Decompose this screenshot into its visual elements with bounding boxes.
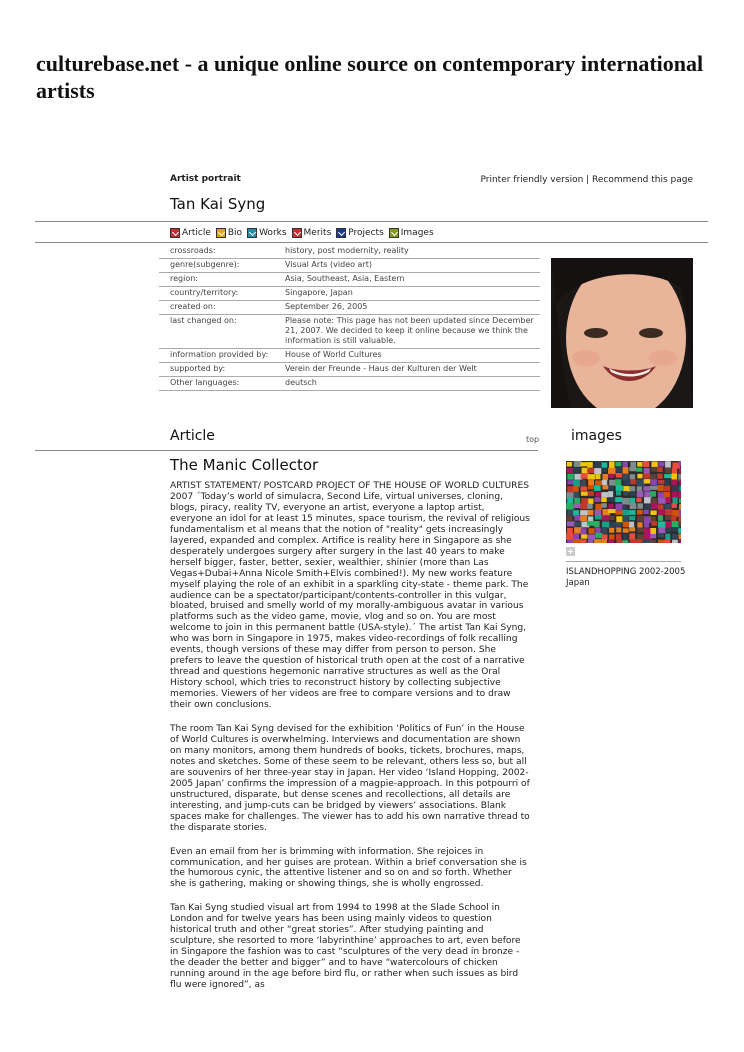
nav-works-label: Works: [259, 228, 287, 238]
meta-value: Asia, Southeast, Asia, Eastern: [278, 273, 540, 287]
meta-value: Visual Arts (video art): [278, 259, 540, 273]
arrow-box-icon: [292, 228, 302, 238]
table-row: [159, 363, 540, 377]
meta-key: genre(subgenre):: [159, 259, 278, 273]
table-row: [159, 315, 540, 349]
nav-bio[interactable]: [216, 228, 242, 238]
image-thumbnail[interactable]: [566, 461, 681, 543]
top-links: [470, 175, 693, 185]
nav-merits[interactable]: [292, 228, 332, 238]
table-row: [159, 301, 540, 315]
image-caption: ISLANDHOPPING 2002-2005 Japan: [566, 567, 686, 588]
table-row: [159, 287, 540, 301]
arrow-box-icon: [389, 228, 399, 238]
meta-value[interactable]: deutsch: [278, 377, 540, 391]
nav-projects[interactable]: [336, 228, 383, 238]
divider: [35, 450, 538, 451]
nav-article[interactable]: [170, 228, 211, 238]
table-row: [159, 273, 540, 287]
nav-projects-label: Projects: [348, 228, 384, 238]
meta-key: information provided by:: [159, 349, 278, 363]
meta-key: Other languages:: [159, 377, 278, 391]
printer-friendly-link[interactable]: Printer friendly version: [480, 175, 584, 185]
arrow-box-icon: [216, 228, 226, 238]
meta-value: Singapore, Japan: [278, 287, 540, 301]
table-row: [159, 377, 540, 391]
meta-key: region:: [159, 273, 278, 287]
nav-works[interactable]: [247, 228, 286, 238]
nav-images[interactable]: [389, 228, 434, 238]
top-link[interactable]: top: [526, 435, 540, 444]
meta-key: supported by:: [159, 363, 278, 377]
arrow-box-icon: [336, 228, 346, 238]
artist-name: Tan Kai Syng: [170, 195, 266, 213]
meta-value: history, post modernity, reality: [278, 245, 540, 259]
meta-value: September 26, 2005: [278, 301, 540, 315]
article-paragraph: Even an email from her is brimming with information. She rejoices in communication, and her guises are protean. Within a brief conversation she is the humorous cynic, the attentive listener and so on and so forth. Whether she is gathering, making or showing things, she is wholly engrossed.: [170, 846, 527, 890]
divider: [566, 561, 681, 562]
article-body: [170, 481, 530, 1004]
nav-merits-label: Merits: [303, 228, 332, 238]
nav-images-label: Images: [400, 228, 434, 238]
meta-key: last changed on:: [159, 315, 278, 349]
meta-key: country/territory:: [159, 287, 278, 301]
meta-key: crossroads:: [159, 245, 278, 259]
section-label: Artist portrait: [170, 174, 241, 184]
article-subtitle: The Manic Collector: [170, 456, 319, 474]
recommend-link[interactable]: Recommend this page: [592, 175, 693, 185]
artist-metadata-table: [159, 245, 540, 391]
divider: [35, 221, 708, 222]
meta-value[interactable]: Verein der Freunde - Haus der Kulturen der Welt: [278, 363, 540, 377]
table-row: [159, 259, 540, 273]
meta-value[interactable]: House of World Cultures: [278, 349, 540, 363]
link-separator: |: [583, 175, 593, 185]
article-paragraph: Tan Kai Syng studied visual art from 1994 to 1998 at the Slade School in London and for twelve years has been using mainly videos to question historical truth and other “great stories”. After studying painting and sculpture, she resorted to more ‘labyrinthine’ approaches to art, even before in Singapore the fashion was to cast “sculptures of the very dead in bronze - the deader the better and bigger” and to have “watercolours of chicken running around in the age before bird flu, or rather when such issues as bird flu were ignored”, as: [170, 903, 521, 991]
nav-bio-label: Bio: [227, 228, 243, 238]
enlarge-plus-icon[interactable]: [566, 547, 575, 556]
site-title: culturebase.net - a unique online source on contemporary international artists: [36, 51, 704, 103]
meta-value: Please note: This page has not been updated since December 21, 2007. We decided to keep it online because we think the information is still valuable.: [278, 315, 540, 349]
divider: [35, 242, 708, 243]
article-heading: Article: [170, 428, 215, 444]
images-heading: images: [571, 428, 622, 444]
arrow-box-icon: [247, 228, 257, 238]
table-row: [159, 349, 540, 363]
artist-nav: [170, 228, 434, 238]
arrow-box-icon: [170, 228, 180, 238]
table-row: [159, 245, 540, 259]
meta-key: created on:: [159, 301, 278, 315]
nav-article-label: Article: [182, 228, 211, 238]
article-paragraph: The room Tan Kai Syng devised for the exhibition ‘Politics of Fun’ in the House of World Cultures is overwhelming. Interviews and documentation are shown on many monitors, among them hundreds of books, tickets, brochures, maps, notes and sketches. Some of these seem to be relevant, others less so, but all are souvenirs of her three-year stay in Japan. Her video ‘Island Hopping, 2002-2005 Japan’ confirms the impression of a magpie-approach. In this potpourri of unstructured, disparate, but dense scenes and recollections, all details are interesting, and jump-cuts can be bridged by viewers’ associations. Blank spaces make for challenges. The viewer has to add his own narrative thread to the disparate stories.: [170, 724, 530, 833]
artist-portrait-photo: [551, 258, 693, 408]
article-paragraph: ARTIST STATEMENT/ POSTCARD PROJECT OF THE HOUSE OF WORLD CULTURES 2007 ´Today’s world of simulacra, Second Life, virtual universes, cloning, blogs, piracy, reality TV, everyone an artist, everyone a laptop artist, everyone an idol for at least 15 minutes, space tourism, the revival of religious fundamentalism et al means that the notion of "reality" gets increasingly layered, expanded and complex. Artifice is reality here in Singapore as she desperately undergoes surgery after surgery in the last 40 years to make herself bigger, faster, better, sexier, wealthier, shinier (more than Las Vegas+Dubai+Anna Nicole Smith+Elvis combined!). My new works feature myself playing the role of an exhibit in a sparkling city-state - theme park. The audience can be a spectator/participant/contents-controller in this vulgar, bloated, bruised and smelly world of my morally-ambiguous avatar in various platforms such as the video game, movie, vlog and so on. You are most welcome to join in this permanent battle (USA-style).´ The artist Tan Kai Syng, who was born in Singapore in 1975, makes video-recordings of folk recalling events, though versions of these may differ from person to person. She prefers to leave the question of historical truth open at the cost of a narrative thread and questions hegemonic narrative structures as well as the Oral History school, which tries to reconstruct history by collecting subjective memories. Viewers of her videos are free to compare versions and to draw their own conclusions.: [170, 481, 530, 711]
